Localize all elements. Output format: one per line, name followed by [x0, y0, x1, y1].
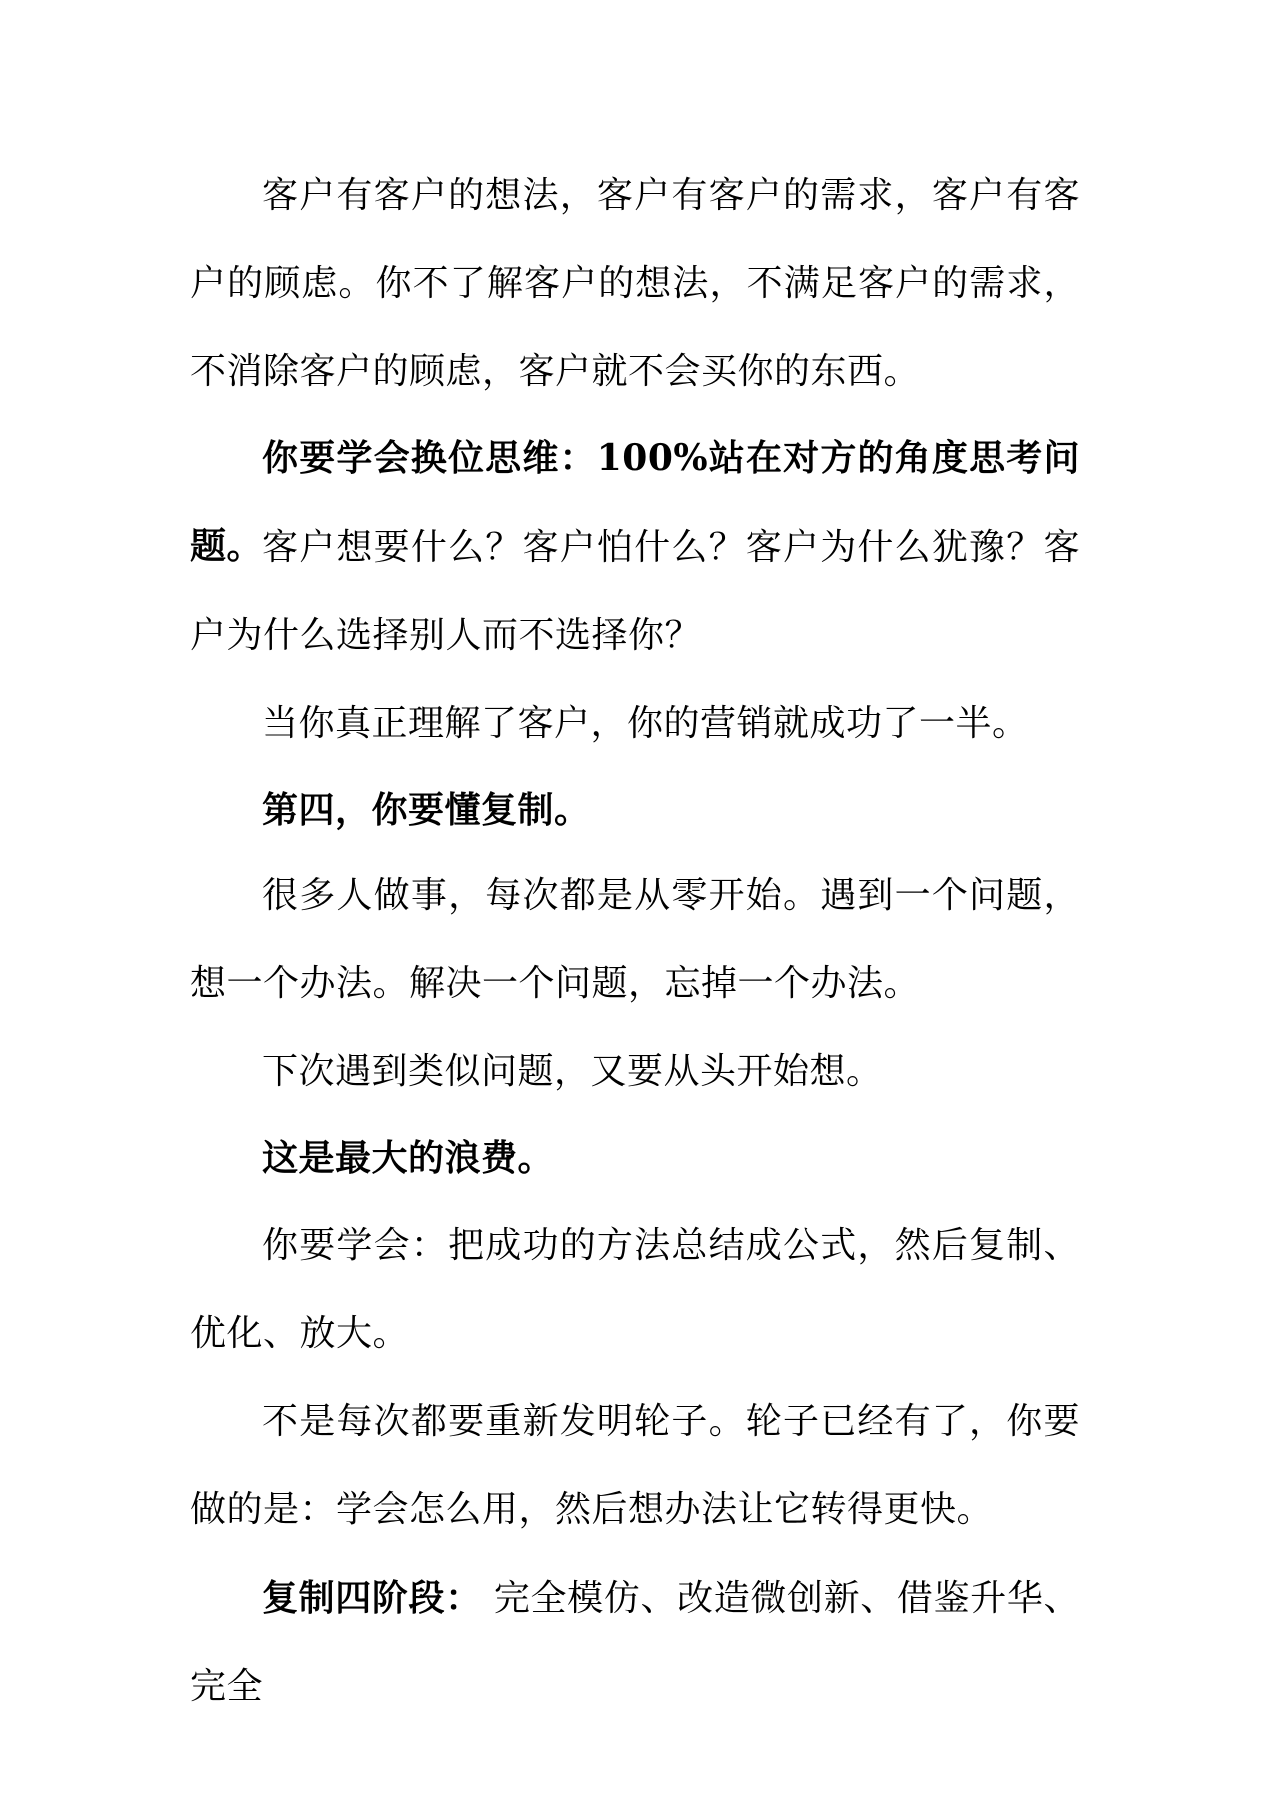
copy-stages-text: 完全模仿、改造微创新、借鉴升华、完全 [190, 1578, 1080, 1707]
paragraph-formula: 你要学会：把成功的方法总结成公式，然后复制、优化、放大。 [190, 1225, 1080, 1354]
paragraph-customer-needs: 客户有客户的想法，客户有客户的需求，客户有客户的顾虑。你不了解客户的想法，不满足客户的需求，不消除客户的顾虑，客户就不会买你的东西。 [190, 175, 1080, 392]
paragraph-biggest-waste: 这是最大的浪费。 [262, 1137, 555, 1179]
paragraph-understand-customer: 当你真正理解了客户，你的营销就成功了一半。 [262, 703, 1029, 744]
paragraph-reinvent-wheel: 不是每次都要重新发明轮子。轮子已经有了，你要做的是：学会怎么用，然后想办法让它转得更快。 [190, 1401, 1080, 1530]
copy-stages-label: 复制四阶段： [262, 1577, 482, 1619]
paragraph-customer-questions: 客户想要什么？客户怕什么？客户为什么犹豫？客户为什么选择别人而不选择你？ [190, 527, 1080, 656]
paragraph-start-over: 下次遇到类似问题，又要从头开始想。 [262, 1051, 883, 1092]
section-heading-fourth: 第四，你要懂复制。 [262, 789, 591, 831]
paragraph-empathy-heading: 你要学会换位思维：100%站在对方的角度思考问题。 [190, 437, 1080, 567]
paragraph-start-from-zero: 很多人做事，每次都是从零开始。遇到一个问题，想一个办法。解决一个问题，忘掉一个办法。 [190, 875, 1080, 1004]
paragraph-copy-stages [190, 1554, 1080, 1731]
